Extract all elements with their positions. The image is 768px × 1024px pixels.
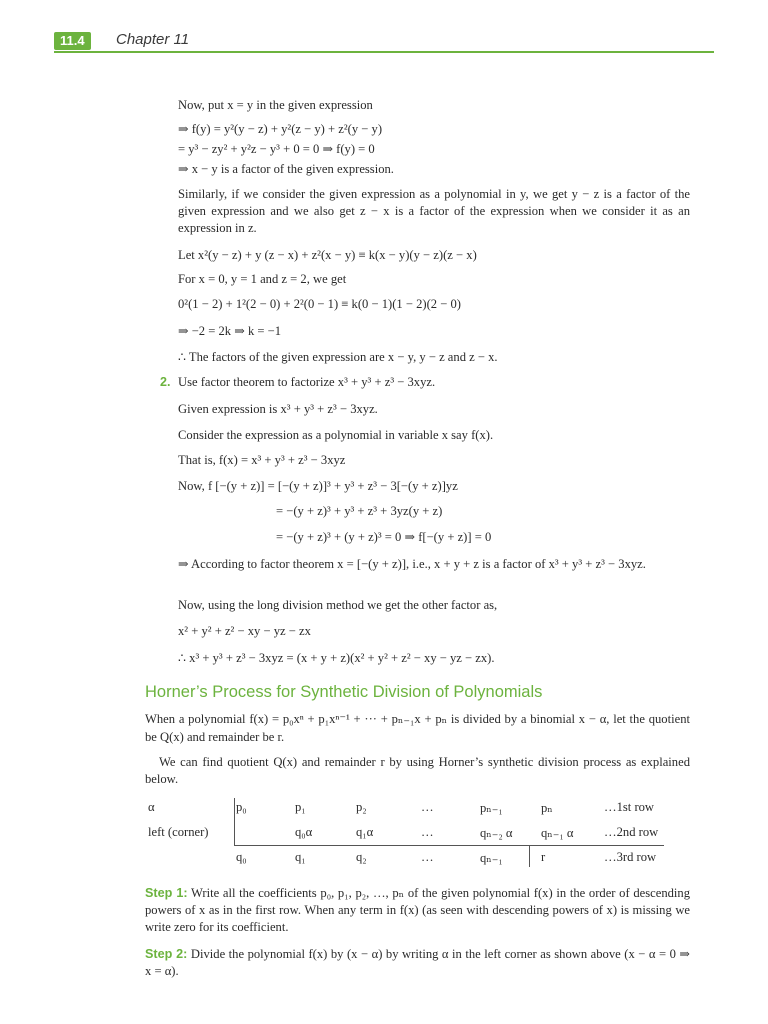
text-line: Now, put x = y in the given expression bbox=[178, 98, 373, 112]
text-line: Let x²(y − z) + y (z − x) + z²(x − y) ≡ k(x − y)(y − z)(z − x) bbox=[178, 248, 477, 262]
table-cell: … bbox=[421, 825, 434, 839]
table-cell: qₙ₋₁ bbox=[480, 851, 503, 865]
text-line: That is, f(x) = x³ + y³ + z³ − 3xyz bbox=[178, 453, 346, 467]
text-line: = y³ − zy² + y²z − y³ + 0 = 0 ⇒ f(y) = 0 bbox=[178, 142, 375, 156]
table-cell: p₂ bbox=[356, 800, 367, 814]
table-vertical-rule bbox=[234, 798, 235, 846]
table-cell: pₙ bbox=[541, 801, 553, 815]
text-line: ⇒ x − y is a factor of the given expression. bbox=[178, 162, 394, 176]
text-line: Use factor theorem to factorize x³ + y³ + z³ − 3xyz. bbox=[178, 375, 436, 389]
paragraph: ⇒ According to factor theorem x = [−(y + z)], i.e., x + y + z is a factor of x³ + y³ + z³ − 3xyz. bbox=[178, 557, 646, 571]
table-cell: qₙ₋₂ α bbox=[480, 826, 513, 840]
text-line: Now, using the long division method we get the other factor as, bbox=[178, 598, 498, 612]
item-number: 2. bbox=[160, 375, 171, 389]
step-label: Step 2: bbox=[145, 947, 188, 961]
table-cell: p₀ bbox=[236, 800, 247, 814]
table-row-label: …3rd row bbox=[604, 850, 657, 864]
paragraph: Similarly, if we consider the given expression as a polynomial in y, we get y − z is a factor of the given expression and we also get z − x is a factor of the expression when we consider it as an expression in z. bbox=[178, 187, 690, 235]
text-line: Now, f [−(y + z)] = [−(y + z)]³ + y³ + z³ − 3[−(y + z)]yz bbox=[178, 479, 458, 493]
table-remainder-rule bbox=[529, 845, 530, 867]
text-line: x² + y² + z² − xy − yz − zx bbox=[178, 624, 311, 638]
text-line: Given expression is x³ + y³ + z³ − 3xyz. bbox=[178, 402, 378, 416]
text-line: = −(y + z)³ + y³ + z³ + 3yz(y + z) bbox=[276, 504, 443, 518]
table-cell: r bbox=[541, 850, 546, 864]
table-cell: pₙ₋₁ bbox=[480, 801, 503, 815]
step-2 bbox=[145, 946, 690, 980]
horner-table bbox=[145, 798, 690, 870]
text-line: = −(y + z)³ + (y + z)³ = 0 ⇒ f[−(y + z)] = 0 bbox=[276, 530, 492, 544]
text-line: ∴ The factors of the given expression are x − y, y − z and z − x. bbox=[178, 350, 498, 364]
header-rule bbox=[54, 51, 714, 53]
paragraph: We can find quotient Q(x) and remainder r by using Horner’s synthetic division process as explained below. bbox=[145, 755, 690, 786]
text-line: ⇒ f(y) = y²(y − z) + y²(z − y) + z²(y − y) bbox=[178, 122, 383, 136]
text-line: ⇒ −2 = 2k ⇒ k = −1 bbox=[178, 324, 282, 338]
page-header bbox=[54, 30, 714, 52]
table-cell: q₀ bbox=[236, 850, 247, 864]
table-cell: q₀α bbox=[295, 825, 313, 839]
table-row-label: …2nd row bbox=[604, 825, 659, 839]
text-line: Consider the expression as a polynomial in variable x say f(x). bbox=[178, 428, 494, 442]
table-cell-alpha: α bbox=[148, 800, 155, 814]
step-text: Divide the polynomial f(x) by (x − α) by writing α in the left corner as shown above (x − α = 0 ⇒ x = α). bbox=[145, 947, 690, 978]
step-1 bbox=[145, 885, 690, 936]
text-line: For x = 0, y = 1 and z = 2, we get bbox=[178, 272, 347, 286]
text-line: ∴ x³ + y³ + z³ − 3xyz = (x + y + z)(x² + y² + z² − xy − yz − zx). bbox=[178, 651, 495, 665]
step-text: Write all the coefficients p₀, p₁, p₂, …, pₙ of the given polynomial f(x) in the order of descending powers of x as in the first row. When any term in f(x) (as seen with descending powers of x) is missing we write zero for its coefficient. bbox=[145, 886, 691, 934]
table-horizontal-rule bbox=[234, 845, 664, 846]
section-badge: 11.4 bbox=[54, 32, 91, 50]
table-cell: qₙ₋₁ α bbox=[541, 826, 574, 840]
table-cell: q₁ bbox=[295, 850, 306, 864]
table-cell: p₁ bbox=[295, 800, 306, 814]
table-row-label: …1st row bbox=[604, 800, 655, 814]
table-cell: … bbox=[421, 850, 434, 864]
section-heading: Horner’s Process for Synthetic Division of Polynomials bbox=[145, 683, 543, 701]
paragraph: When a polynomial f(x) = p₀xⁿ + p₁xⁿ⁻¹ + ··· + pₙ₋₁x + pₙ is divided by a binomial x − α, let the quotient be Q(x) and remainder be r. bbox=[145, 712, 690, 744]
table-cell: q₂ bbox=[356, 850, 367, 864]
table-cell-corner: left (corner) bbox=[148, 825, 209, 839]
step-label: Step 1: bbox=[145, 886, 188, 900]
table-cell: … bbox=[421, 800, 434, 814]
table-cell: q₁α bbox=[356, 825, 374, 839]
text-line: 0²(1 − 2) + 1²(2 − 0) + 2²(0 − 1) ≡ k(0 − 1)(1 − 2)(2 − 0) bbox=[178, 297, 461, 311]
chapter-title: Chapter 11 bbox=[116, 31, 190, 48]
